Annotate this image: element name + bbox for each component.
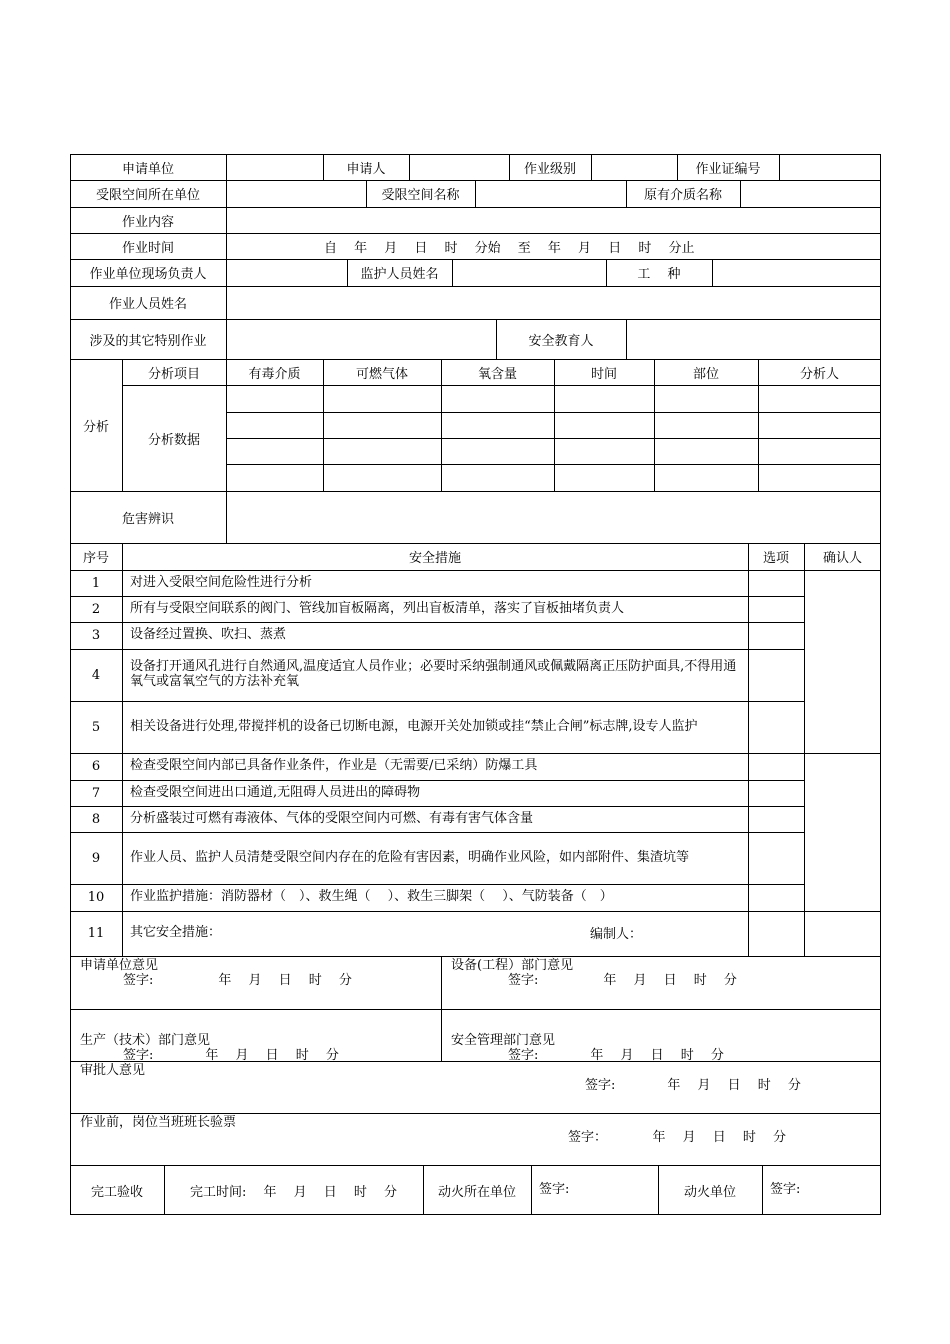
space-owner-unit-label: 受限空间所在单位 [95,188,200,203]
measure-text: 设备打开通风孔进行自然通风,温度适宜人员作业；必要时采纳强制通风或佩戴隔离正压防护面具,不得用通氧气或富氧空气的方法补充氧 [130,659,737,689]
hazard-value[interactable] [227,492,880,543]
original-medium-value[interactable] [741,181,880,207]
measure-text: 对进入受限空间危险性进行分析 [130,574,313,590]
measure-option[interactable] [749,885,804,911]
work-time-label: 作业时间 [121,240,174,256]
site-leader-value[interactable] [227,260,347,286]
measure-text: 检查受限空间进出口通道,无阻碍人员进出的障碍物 [130,784,421,800]
measure-option[interactable] [749,702,804,753]
other-special-work-value[interactable] [227,320,496,359]
analysis-col-oxygen: 氧含量 [477,366,517,382]
measure-no: 11 [87,926,105,941]
production-opinion-label: 生产（技术）部门意见 [80,1033,211,1048]
measures-col-option: 选项 [762,551,789,566]
work-level-value[interactable] [592,155,677,180]
measure-option[interactable] [749,650,804,701]
applicant-label: 申请人 [346,161,386,177]
measure-option[interactable] [749,597,804,622]
safety-educator-label: 安全教育人 [528,333,594,349]
permit-no-value[interactable] [780,155,880,180]
fire-location-unit-label: 动火所在单位 [437,1184,516,1200]
measure-option[interactable] [749,912,804,956]
measures-col-measure: 安全措施 [408,551,461,566]
site-leader-label: 作业单位现场负责人 [89,267,207,282]
measure-text: 作业监护措施：消防器材（ ）、救生绳（ ）、救生三脚架（ ）、气防装备（ ） [130,889,613,905]
trade-value[interactable] [713,260,880,286]
completion-label: 完工验收 [90,1184,143,1200]
measure-no: 6 [91,759,101,774]
worker-names-label: 作业人员姓名 [108,297,187,312]
production-sign-date[interactable]: 签字: 年 月 日 时 分 [123,1048,339,1063]
permit-no-label: 作业证编号 [695,161,761,177]
space-owner-unit-value[interactable] [227,181,366,207]
measure-option[interactable] [749,754,804,780]
pre-work-check-label: 作业前，岗位当班班长验票 [80,1115,237,1130]
hazard-label: 危害辨识 [121,511,174,527]
applicant-value[interactable] [410,155,509,180]
confirm-signature-3[interactable] [805,912,880,956]
monitor-name-label: 监护人员姓名 [360,267,439,282]
work-level-label: 作业级别 [523,161,576,177]
measure-text: 检查受限空间内部已具备作业条件，作业是（无需要/已采纳）防爆工具 [130,758,538,774]
approver-opinion-label: 审批人意见 [80,1063,146,1078]
applicant-unit-label: 申请单位 [121,161,174,177]
measure-option[interactable] [749,571,804,596]
measure-option[interactable] [749,833,804,884]
safety-educator-value[interactable] [627,320,880,359]
space-name-label: 受限空间名称 [381,188,460,203]
monitor-name-value[interactable] [453,260,606,286]
space-name-value[interactable] [476,181,626,207]
applicant-unit-value[interactable] [227,155,323,180]
measure-text: 设备经过置换、吹扫、蒸煮 [130,627,287,643]
trade-label: 工 种 [637,267,681,282]
applicant-sign-date[interactable]: 签字: 年 月 日 时 分 [123,973,352,988]
original-medium-label: 原有介质名称 [643,188,722,203]
analysis-col-time: 时间 [590,366,617,382]
work-time-value[interactable]: 自 年 月 日 时 分始 至 年 月 日 时 分止 [324,240,695,256]
measure-no: 2 [91,601,101,617]
measure-option[interactable] [749,807,804,832]
fire-location-unit-sign[interactable]: 签字: [539,1181,570,1197]
measure-no: 9 [91,850,101,866]
measure-no: 1 [91,575,101,591]
worker-names-value[interactable] [227,287,880,319]
measure-text: 其它安全措施： [130,925,222,941]
safety-sign-date[interactable]: 签字: 年 月 日 时 分 [508,1048,724,1063]
analysis-col-flammable: 可燃气体 [355,366,408,382]
analysis-col-location: 部位 [692,366,719,382]
measure-no: 5 [91,719,101,735]
analysis-data-label: 分析数据 [147,432,200,448]
confirm-signature-2[interactable] [805,754,880,911]
measure-no: 8 [91,811,101,827]
approver-sign-date[interactable]: 签字: 年 月 日 时 分 [585,1078,801,1093]
analysis-col-analyst: 分析人 [799,366,839,382]
compiler-label: 编制人： [590,927,643,942]
measures-col-confirm: 确认人 [822,551,862,566]
measure-no: 4 [91,667,101,683]
safety-opinion-label: 安全管理部门意见 [451,1033,556,1048]
fire-unit-sign[interactable]: 签字: [770,1181,801,1197]
measure-option[interactable] [749,623,804,649]
measure-no: 7 [91,785,101,801]
fire-unit-label: 动火单位 [683,1184,736,1200]
measure-text: 相关设备进行处理,带搅拌机的设备已切断电源，电源开关处加锁或挂“禁止合闸”标志牌,设专人监护 [130,718,698,734]
measure-option[interactable] [749,781,804,806]
measure-no: 10 [87,890,105,905]
measure-text: 作业人员、监护人员清楚受限空间内存在的危险有害因素，明确作业风险，如内部附件、集渣坑等 [130,849,690,865]
completion-time[interactable]: 完工时间: 年 月 日 时 分 [189,1184,398,1200]
equipment-opinion-label: 设备(工程）部门意见 [451,958,574,973]
analysis-item-label: 分析项目 [147,366,200,382]
applicant-opinion-label: 申请单位意见 [80,958,159,973]
measure-no: 3 [91,628,101,643]
measure-text: 分析盛装过可燃有毒液体、气体的受限空间内可燃、有毒有害气体含量 [130,810,534,826]
pre-work-sign-date[interactable]: 签字： 年 月 日 时 分 [568,1130,787,1145]
measures-col-no: 序号 [82,551,109,566]
analysis-label: 分析 [82,419,109,435]
work-content-label: 作业内容 [121,214,174,230]
analysis-col-toxic: 有毒介质 [248,366,301,382]
equipment-sign-date[interactable]: 签字: 年 月 日 时 分 [508,973,737,988]
confirm-signature-1[interactable] [805,571,880,753]
other-special-work-label: 涉及的其它特别作业 [89,333,207,349]
work-content-value[interactable] [227,208,880,233]
measure-text: 所有与受限空间联系的阀门、管线加盲板隔离，列出盲板清单，落实了盲板抽堵负责人 [130,600,625,616]
